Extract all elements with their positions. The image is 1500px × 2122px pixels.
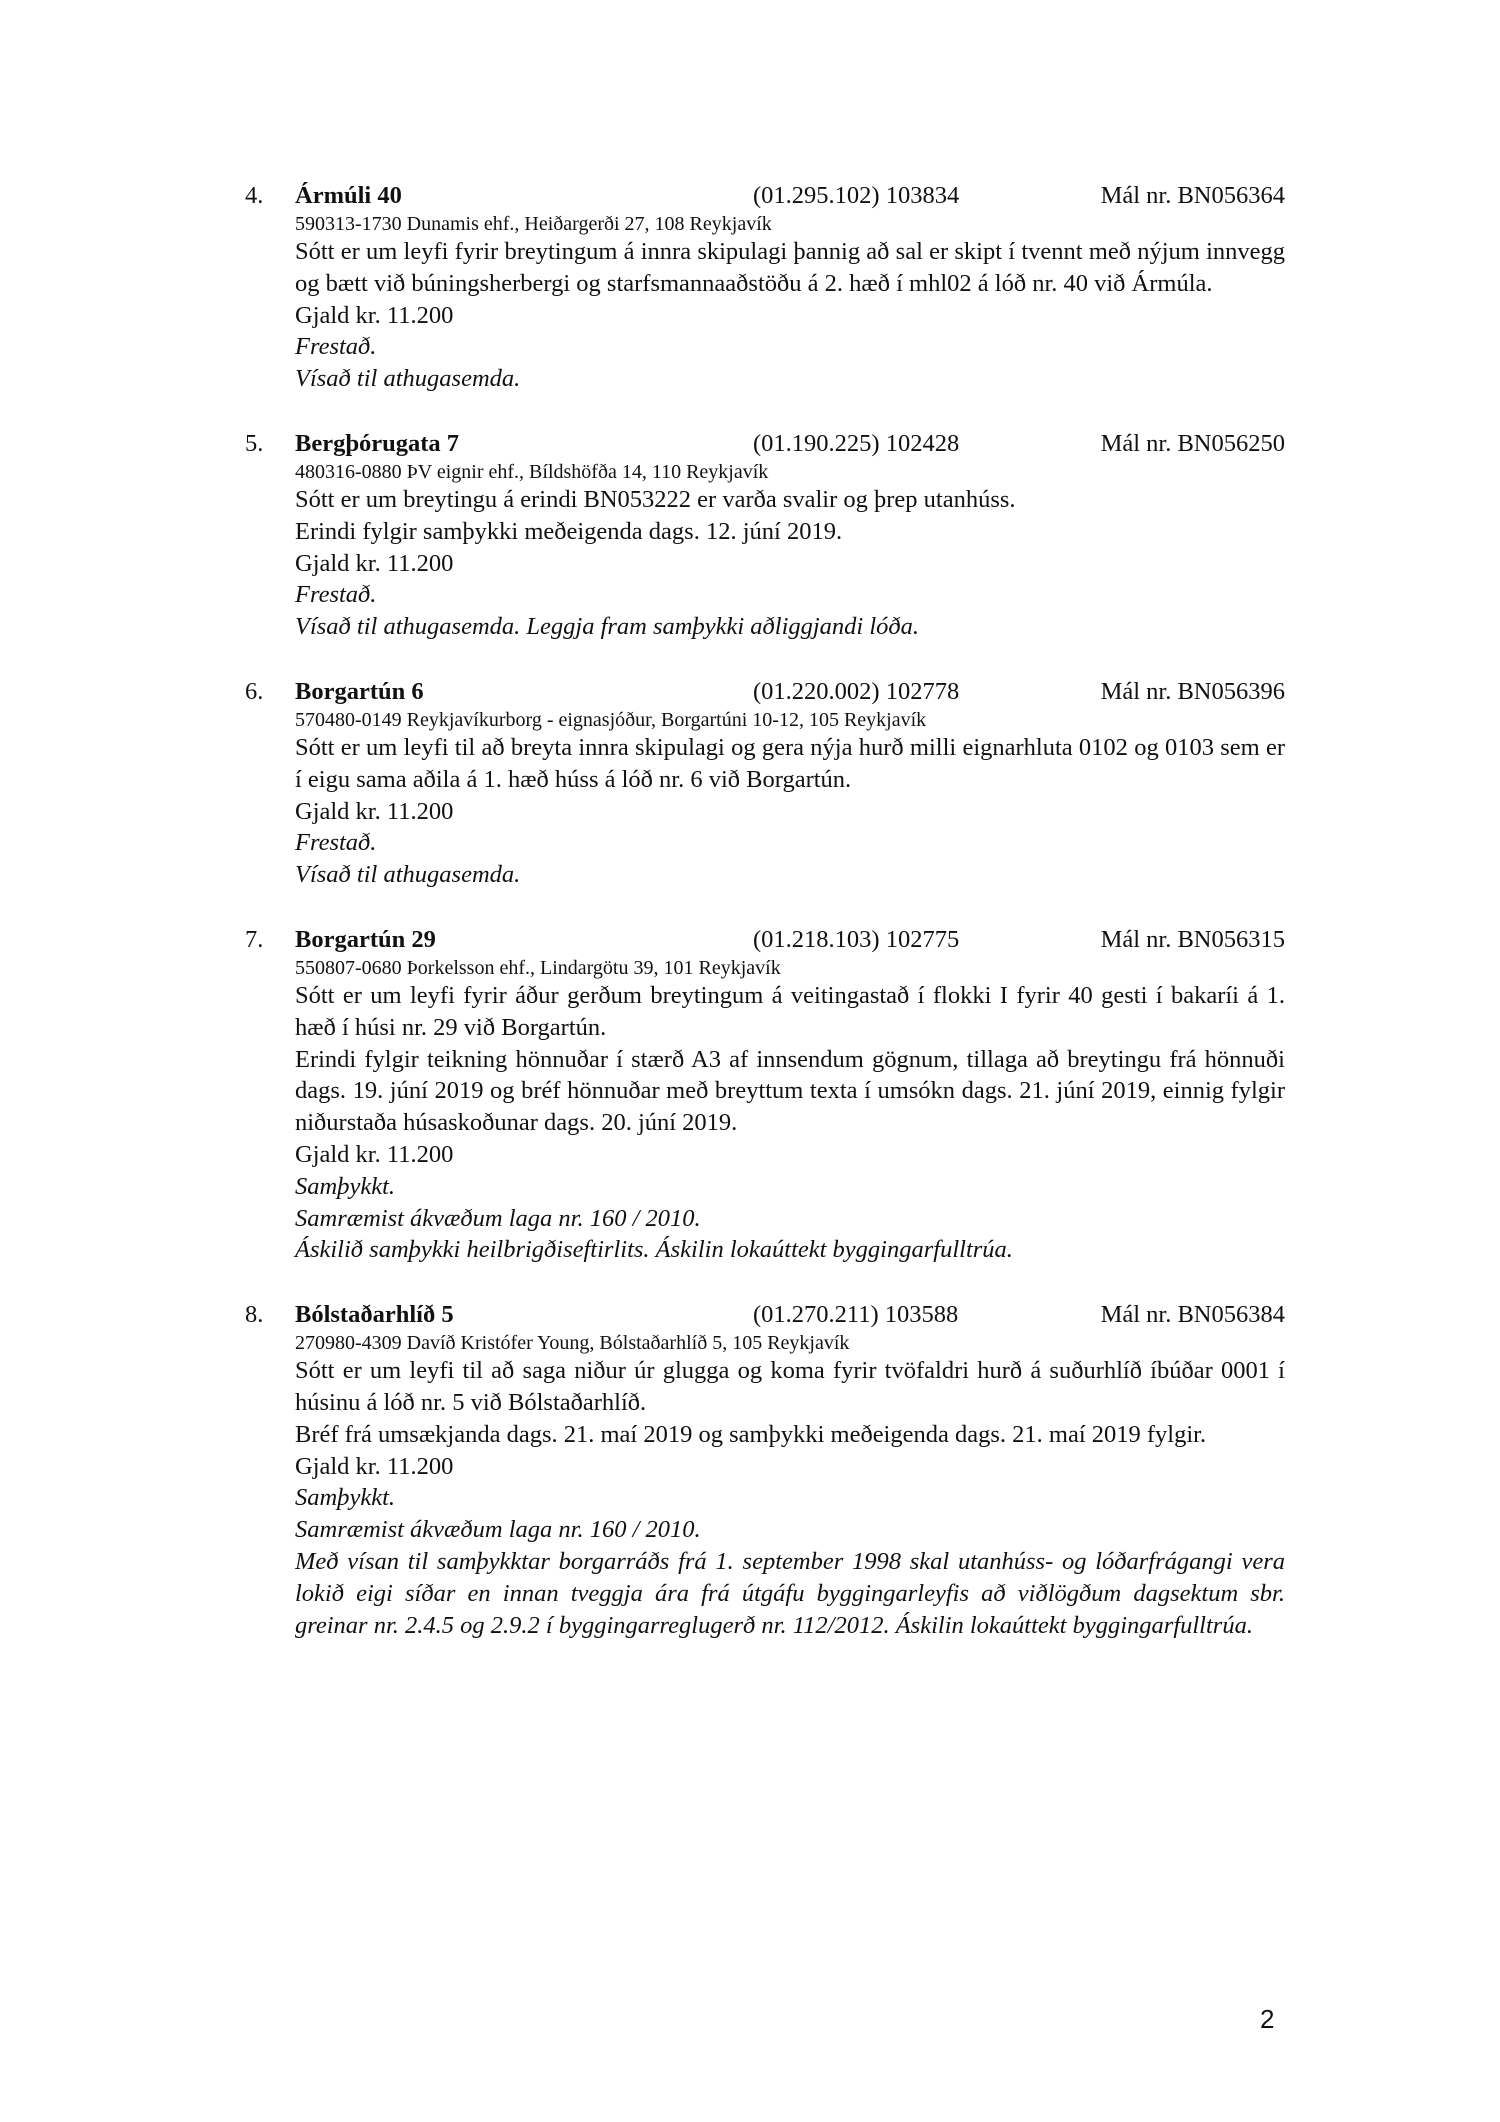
case-decision: Frestað.: [295, 581, 377, 609]
case-title: Ármúli 40: [295, 182, 402, 209]
case-header: [245, 1299, 1285, 1331]
case-entry-borgartun-6: [245, 676, 1285, 891]
case-land-reference: (01.218.103) 102775: [753, 925, 960, 953]
case-decision: Frestað.: [295, 333, 377, 361]
case-number: 4.: [245, 182, 264, 209]
case-id: Mál nr. BN056364: [1100, 182, 1285, 209]
case-body: [295, 708, 1285, 891]
case-attachment-note: Erindi fylgir teikning hönnuðar í stærð A3 af innsendum gögnum, tillaga að breytingu frá hönnuði dags. 19. júní 2019 og bréf hönnuðar með breyttum texta í umsókn dags. 21. júní 2019, einnig fylgir niðurstaða húsaskoðunar dags. 20. júní 2019.: [295, 1045, 1285, 1137]
case-land-reference: (01.270.211) 103588: [753, 1301, 959, 1329]
case-title: Bólstaðarhlíð 5: [295, 1301, 454, 1329]
case-description: Sótt er um leyfi fyrir breytingum á innra skipulagi þannig að sal er skipt í tvennt með nýjum innvegg og bætt við búningsherbergi og starfsmannaaðstöðu á 2. hæð í mhl02 á lóð nr. 40 við Ármúla.: [295, 238, 1285, 297]
case-body: [295, 1331, 1285, 1641]
case-number: 6.: [245, 677, 264, 705]
case-decision: Samræmist ákvæðum laga nr. 160 / 2010.: [295, 1204, 701, 1232]
case-applicant: 550807-0680 Þorkelsson ehf., Lindargötu 39, 101 Reykjavík: [295, 956, 781, 979]
case-id: Mál nr. BN056315: [1100, 925, 1285, 953]
case-decision: Vísað til athugasemda.: [295, 365, 521, 393]
case-fee: Gjald kr. 11.200: [295, 549, 454, 577]
case-header: [245, 428, 1285, 460]
case-land-reference: (01.295.102) 103834: [753, 182, 960, 209]
case-applicant: 270980-4309 Davíð Kristófer Young, Bólstaðarhlíð 5, 105 Reykjavík: [295, 1332, 850, 1355]
case-body: [295, 212, 1285, 395]
case-entry-borgartun-29: [245, 924, 1285, 1266]
case-id: Mál nr. BN056384: [1100, 1301, 1285, 1329]
case-decision: Vísað til athugasemda.: [295, 861, 521, 889]
case-description: Sótt er um leyfi fyrir áður gerðum breytingum á veitingastað í flokki I fyrir 40 gesti í bakaríi á 1. hæð í húsi nr. 29 við Borgartún.: [295, 981, 1285, 1041]
case-land-reference: (01.190.225) 102428: [753, 429, 960, 457]
case-header: [245, 180, 1285, 212]
case-title: Borgartún 29: [295, 925, 436, 953]
case-id: Mál nr. BN056250: [1100, 429, 1285, 457]
case-number: 8.: [245, 1301, 264, 1329]
case-number: 7.: [245, 925, 264, 953]
case-decision: Samræmist ákvæðum laga nr. 160 / 2010.: [295, 1516, 701, 1544]
case-description: Sótt er um breytingu á erindi BN053222 er varða svalir og þrep utanhúss.: [295, 485, 1016, 513]
case-decision: Vísað til athugasemda. Leggja fram samþykki aðliggjandi lóða.: [295, 613, 920, 641]
case-title: Bergþórugata 7: [295, 429, 459, 457]
case-decision: Samþykkt.: [295, 1172, 395, 1200]
case-applicant: 480316-0880 ÞV eignir ehf., Bíldshöfða 14, 110 Reykjavík: [295, 460, 769, 483]
case-decision: Áskilið samþykki heilbrigðiseftirlits. Áskilin lokaúttekt byggingarfulltrúa.: [295, 1236, 1013, 1264]
case-number: 5.: [245, 429, 264, 457]
case-fee: Gjald kr. 11.200: [295, 1452, 454, 1480]
case-applicant: 590313-1730 Dunamis ehf., Heiðargerði 27, 108 Reykjavík: [295, 213, 772, 235]
case-attachment-note: Erindi fylgir samþykki meðeigenda dags. 12. júní 2019.: [295, 517, 843, 545]
case-decision: Frestað.: [295, 829, 377, 857]
case-description: Sótt er um leyfi til að breyta innra skipulagi og gera nýja hurð milli eignarhluta 0102 og 0103 sem er í eigu sama aðila á 1. hæð húss á lóð nr. 6 við Borgartún.: [295, 733, 1285, 793]
case-entry-bergthorugata-7: [245, 428, 1285, 643]
case-header: [245, 676, 1285, 708]
case-body: [295, 460, 1285, 643]
case-fee: Gjald kr. 11.200: [295, 1140, 454, 1168]
case-entry-armuli-40: [245, 180, 1285, 395]
case-body: [295, 956, 1285, 1266]
case-title: Borgartún 6: [295, 677, 424, 705]
case-id: Mál nr. BN056396: [1100, 677, 1285, 705]
case-applicant: 570480-0149 Reykjavíkurborg - eignasjóður, Borgartúni 10-12, 105 Reykjavík: [295, 708, 927, 731]
case-attachment-note: Bréf frá umsækjanda dags. 21. maí 2019 og samþykki meðeigenda dags. 21. maí 2019 fylgir.: [295, 1420, 1207, 1448]
case-header: [245, 924, 1285, 956]
case-list: [245, 180, 1285, 1674]
case-description: Sótt er um leyfi til að saga niður úr glugga og koma fyrir tvöfaldri hurð á suðurhlíð íbúðar 0001 í húsinu á lóð nr. 5 við Bólstaðarhlíð.: [295, 1357, 1285, 1416]
case-decision: Með vísan til samþykktar borgarráðs frá 1. september 1998 skal utanhúss- og lóðarfrágangi vera lokið eigi síðar en innan tveggja ára frá útgáfu byggingarleyfis að viðlögðum dagsektum sbr. greinar nr. 2.4.5 og 2.9.2 í byggingarreglugerð nr. 112/2012. Áskilin lokaúttekt byggingarfulltrúa.: [295, 1547, 1285, 1639]
case-land-reference: (01.220.002) 102778: [753, 677, 960, 705]
case-fee: Gjald kr. 11.200: [295, 797, 454, 825]
case-fee: Gjald kr. 11.200: [295, 301, 454, 329]
page-number: 2: [1260, 2004, 1275, 2034]
case-entry-bolstadarhlid-5: [245, 1299, 1285, 1641]
case-decision: Samþykkt.: [295, 1484, 395, 1512]
